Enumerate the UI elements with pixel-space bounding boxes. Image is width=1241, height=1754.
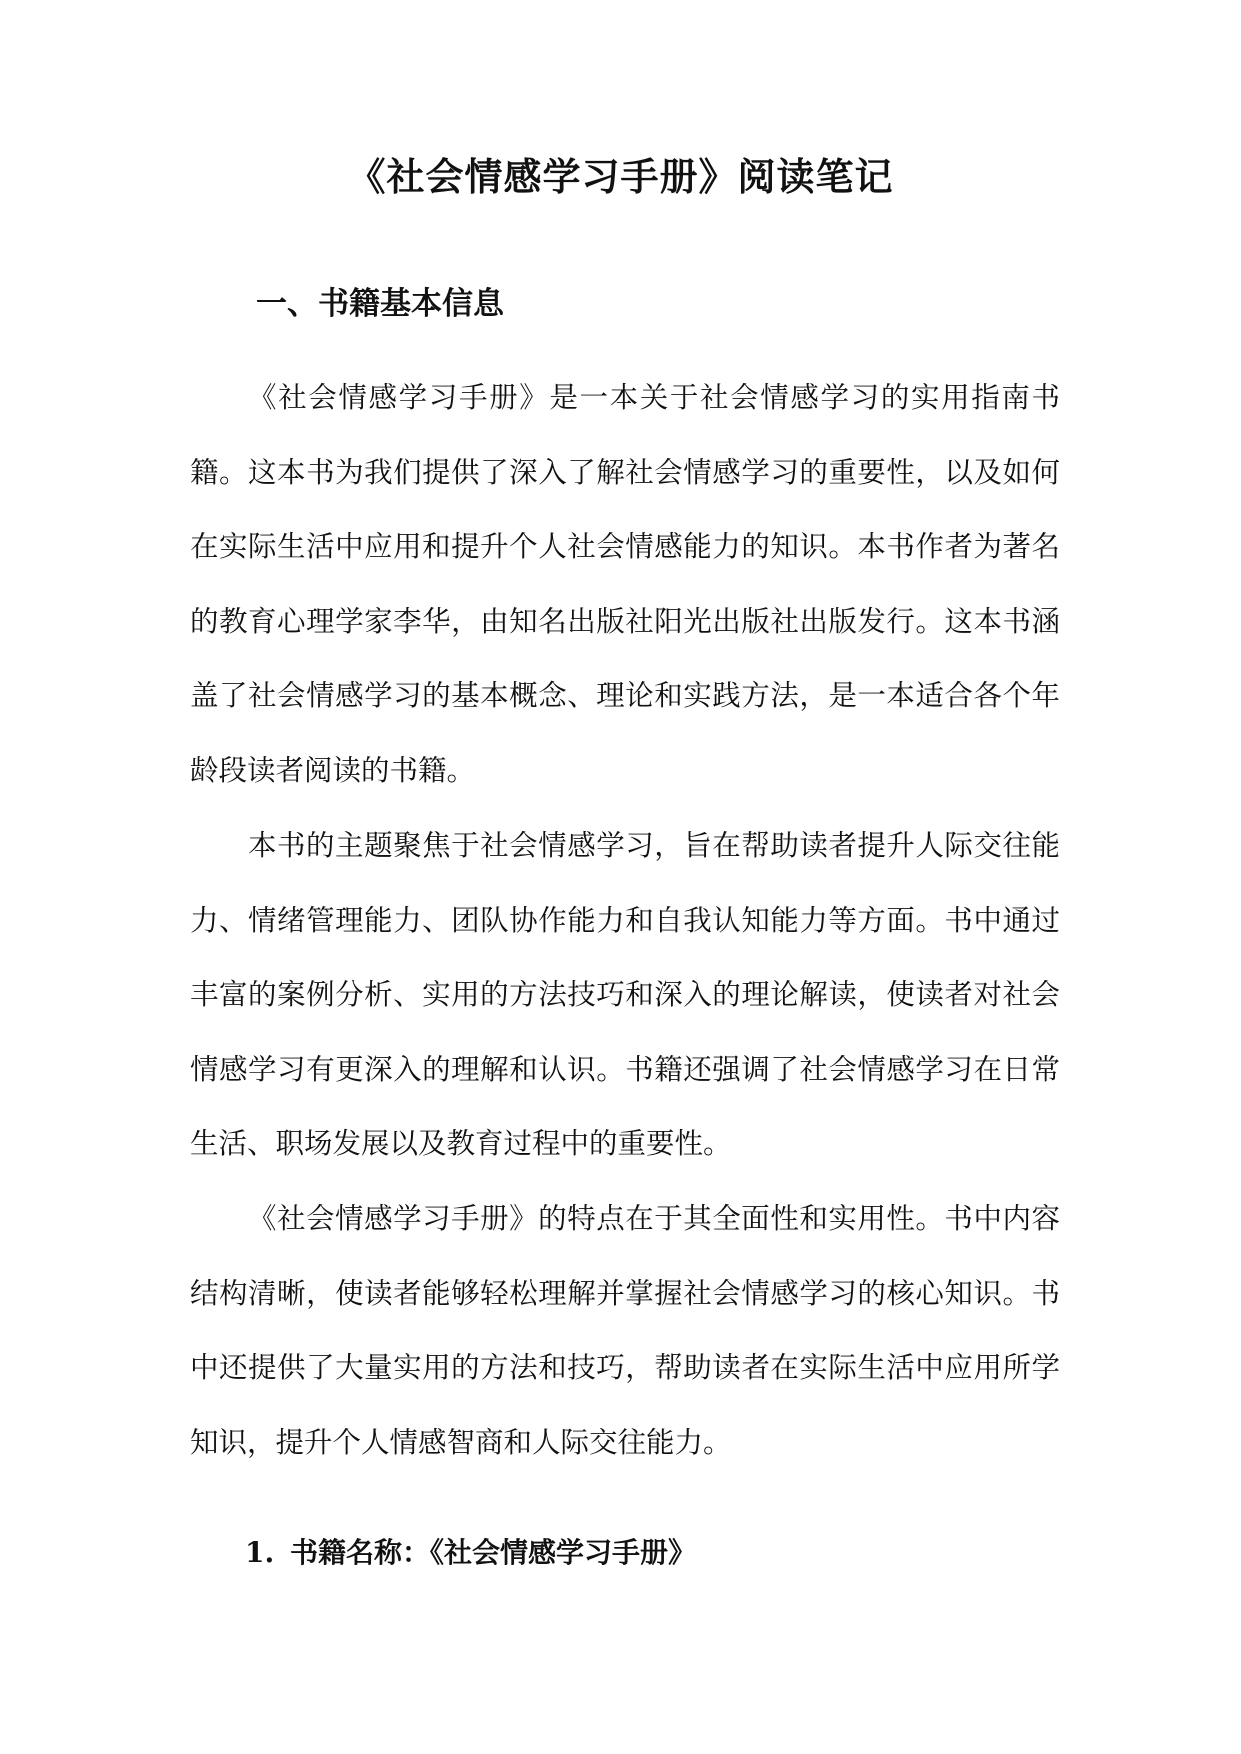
paragraph-1: 《社会情感学习手册》是一本关于社会情感学习的实用指南书籍。这本书为我们提供了深入了解社会情感学习的重要性，以及如何在实际生活中应用和提升个人社会情感能力的知识。本书作者为著名的教育心理学家李华，由知名出版社阳光出版社出版发行。这本书涵盖了社会情感学习的基本概念、理论和实践方法，是一本适合各个年龄段读者阅读的书籍。 [190,381,1060,787]
list-item-number: 1. [245,1536,275,1569]
list-item-book-name [245,1531,696,1575]
section-heading: 一、书籍基本信息 [256,286,504,322]
list-item-text: 书籍名称：《社会情感学习手册》 [290,1536,697,1569]
paragraph-3: 《社会情感学习手册》的特点在于其全面性和实用性。书中内容结构清晰，使读者能够轻松理解并掌握社会情感学习的核心知识。书中还提供了大量实用的方法和技巧，帮助读者在实际生活中应用所学知识，提升个人情感智商和人际交往能力。 [190,1202,1060,1459]
paragraph-2: 本书的主题聚焦于社会情感学习，旨在帮助读者提升人际交往能力、情绪管理能力、团队协作能力和自我认知能力等方面。书中通过丰富的案例分析、实用的方法技巧和深入的理论解读，使读者对社会情感学习有更深入的理解和认识。书籍还强调了社会情感学习在日常生活、职场发展以及教育过程中的重要性。 [190,829,1060,1160]
document-title: 《社会情感学习手册》阅读笔记 [347,154,894,199]
